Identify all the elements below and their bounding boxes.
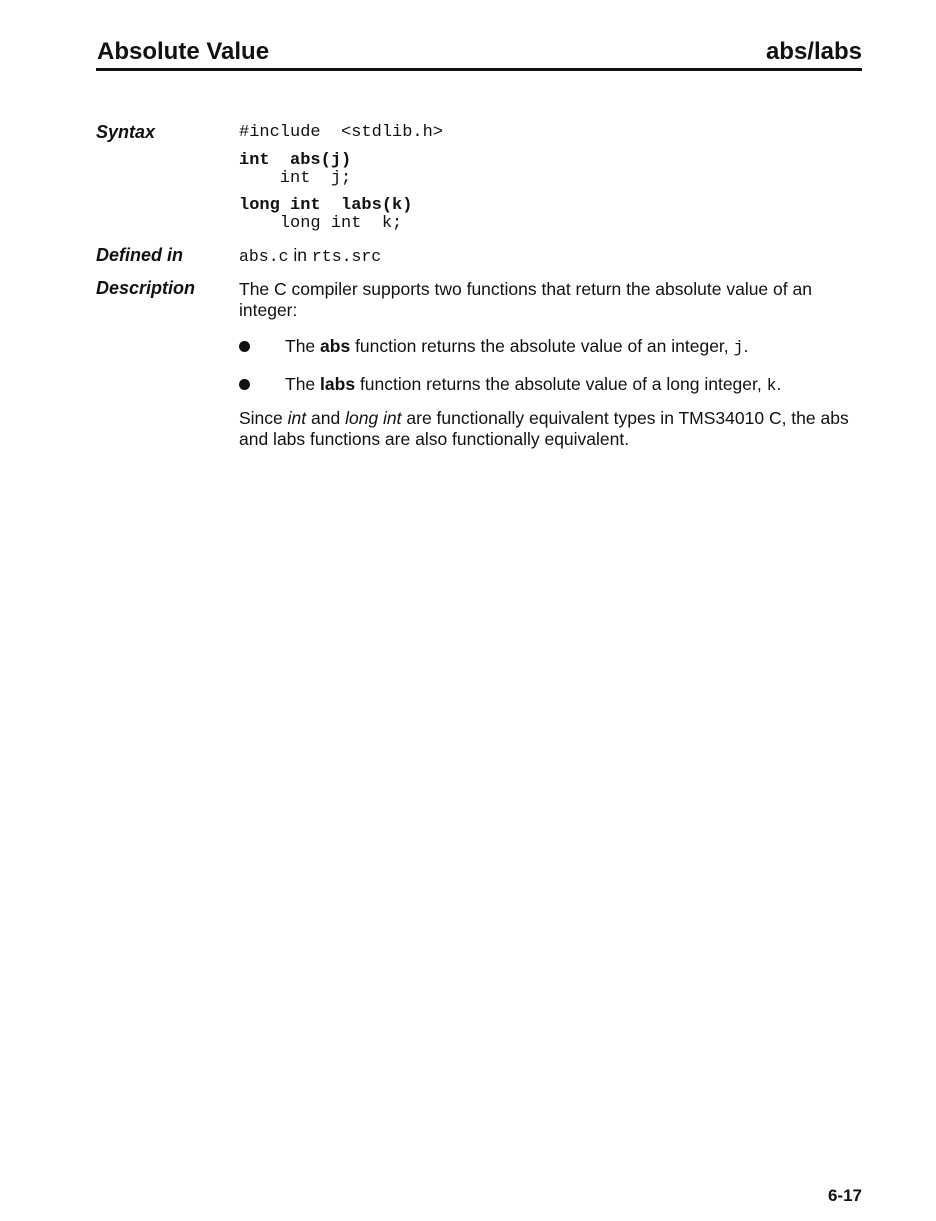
bullet-body: function returns the absolute value of an integer, <box>355 336 729 356</box>
syntax-label: Syntax <box>96 122 156 142</box>
include-directive <box>239 124 443 142</box>
closing-part-2: and <box>311 408 341 428</box>
bullet-prefix: The <box>285 374 316 394</box>
labs-return-type: long int <box>239 196 321 215</box>
description-intro: The C compiler supports two functions that return the absolute value of an integer: <box>239 279 812 320</box>
include-line: #include <stdlib.h> <box>239 123 444 142</box>
var-j: j <box>733 338 744 357</box>
abs-signature <box>239 152 351 170</box>
page-header <box>96 36 862 71</box>
bullet-end: . <box>776 374 782 394</box>
defined-in-label: Defined in <box>96 245 184 265</box>
abs-parameter: int j; <box>239 169 352 188</box>
abs-name: abs <box>320 336 351 356</box>
bullet-end: . <box>743 336 749 356</box>
bullet-abs <box>239 336 864 358</box>
abs-return-type: int <box>239 151 270 170</box>
bullet-body: function returns the absolute value of a long integer, <box>359 374 762 394</box>
bullet-prefix: The <box>285 336 316 356</box>
description-label: Description <box>96 278 196 298</box>
bullet-icon <box>239 379 250 390</box>
type-long-int: long int <box>345 408 402 428</box>
defined-in-value <box>239 245 864 267</box>
source-file: abs.c <box>239 247 289 266</box>
bullet-icon <box>239 341 250 352</box>
function-title: abs/labs <box>765 38 862 65</box>
labs-function-name: labs(k) <box>341 196 413 215</box>
abs-function-name: abs(j) <box>290 151 352 170</box>
page-number: 6-17 <box>827 1186 862 1205</box>
defined-in-connector: in <box>293 245 308 265</box>
labs-declaration <box>239 197 412 233</box>
labs-parameter: long int k; <box>239 214 403 233</box>
bullet-labs-text <box>285 374 781 396</box>
description-closing <box>239 408 864 450</box>
var-k: k <box>766 376 777 395</box>
source-archive: rts.src <box>311 247 382 266</box>
closing-part-3: are functionally equivalent types in TMS34010 C, the abs and labs functions are also functionally equivalent. <box>239 408 849 449</box>
labs-name: labs <box>320 374 356 394</box>
bullet-abs-text <box>285 336 748 358</box>
abs-declaration <box>239 152 351 188</box>
closing-part-1: Since <box>239 408 283 428</box>
section-title: Absolute Value <box>97 38 270 65</box>
bullet-labs <box>239 374 864 396</box>
labs-signature <box>239 197 412 215</box>
type-int: int <box>287 408 307 428</box>
